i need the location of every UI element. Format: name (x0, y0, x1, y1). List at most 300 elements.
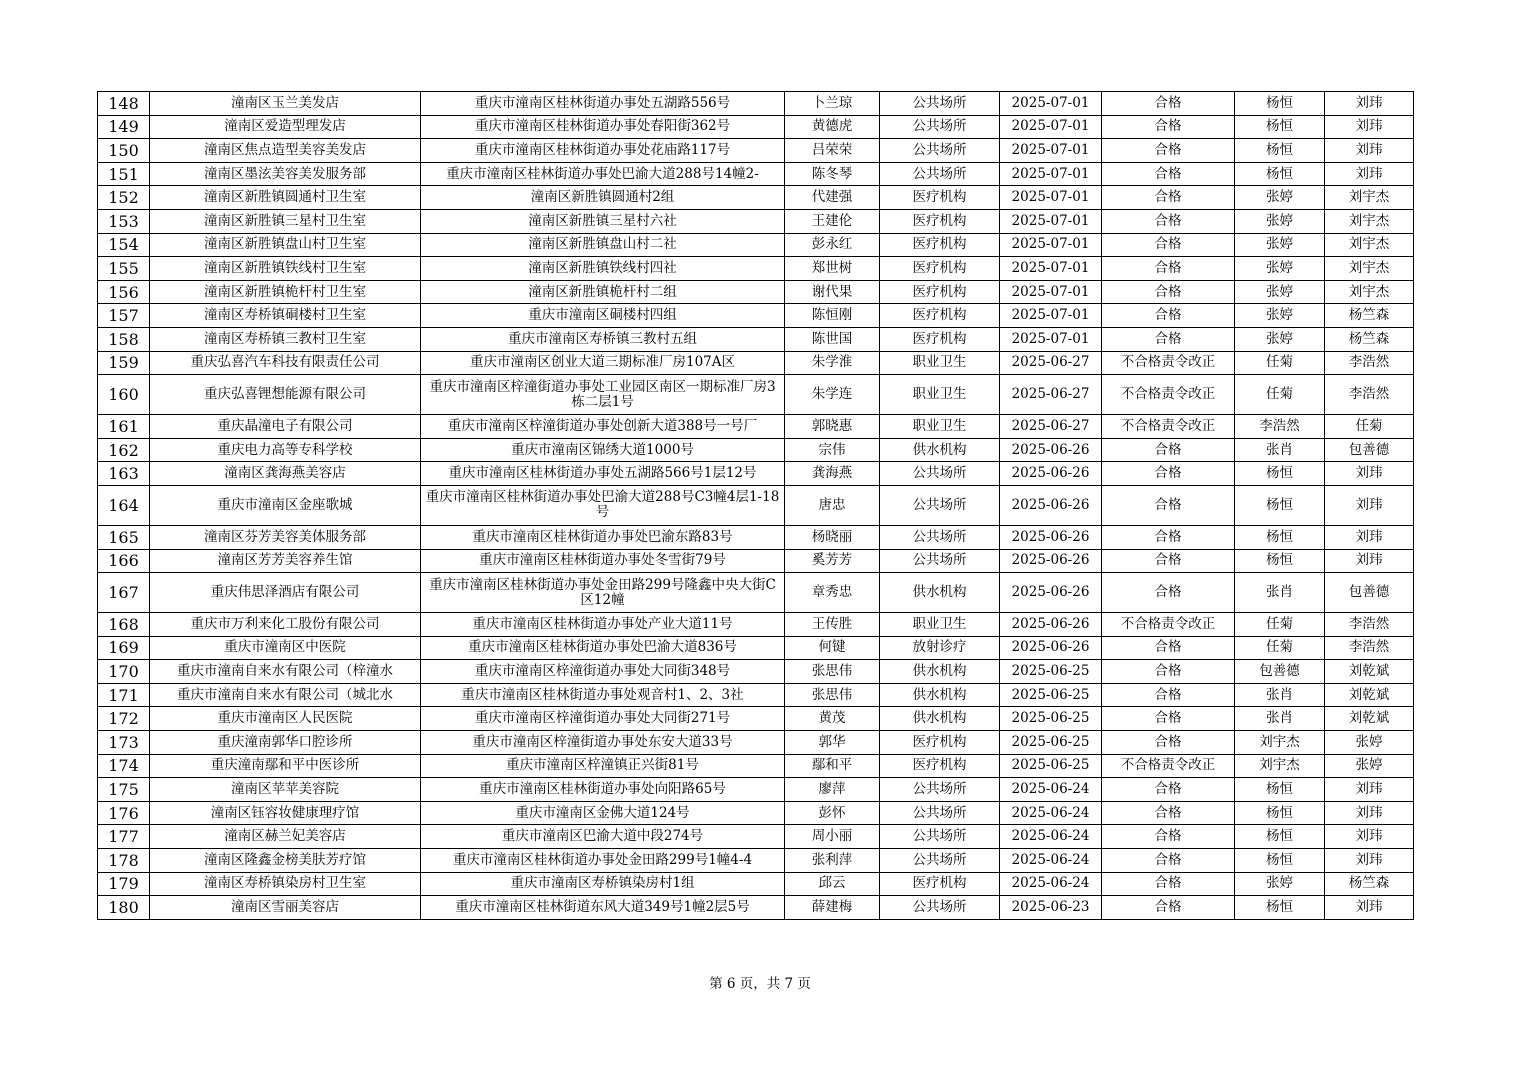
category-cell: 公共场所 (880, 849, 1000, 873)
co-inspector-cell: 李浩然 (1325, 375, 1414, 415)
row-number-cell: 180 (98, 896, 150, 920)
inspector-cell: 杨恒 (1235, 462, 1325, 486)
co-inspector-cell: 李浩然 (1325, 351, 1414, 375)
category-cell: 医疗机构 (880, 209, 1000, 233)
address-cell: 潼南区新胜镇盘山村二社 (421, 233, 785, 257)
address-cell: 重庆市潼南区桂林街道办事处五湖路566号1层12号 (421, 462, 785, 486)
contact-person-cell: 张思伟 (785, 660, 880, 684)
unit-name-cell: 重庆市万利来化工股份有限公司 (150, 613, 421, 637)
co-inspector-cell: 刘宇杰 (1325, 257, 1414, 281)
contact-person-cell: 张利萍 (785, 849, 880, 873)
row-number-cell: 157 (98, 304, 150, 328)
co-inspector-cell: 刘玮 (1325, 801, 1414, 825)
inspector-cell: 杨恒 (1235, 825, 1325, 849)
category-cell: 供水机构 (880, 683, 1000, 707)
address-cell: 重庆市潼南区梓潼街道办事处东安大道33号 (421, 731, 785, 755)
inspector-cell: 杨恒 (1235, 485, 1325, 525)
address-cell: 重庆市潼南区桂林街道办事处巴渝东路83号 (421, 525, 785, 549)
row-number-cell: 162 (98, 438, 150, 462)
inspection-date-cell: 2025-06-26 (1000, 636, 1102, 660)
table-row (98, 304, 1414, 328)
category-cell: 公共场所 (880, 549, 1000, 573)
co-inspector-cell: 刘玮 (1325, 525, 1414, 549)
co-inspector-cell: 张婷 (1325, 731, 1414, 755)
inspection-date-cell: 2025-06-24 (1000, 825, 1102, 849)
result-cell: 不合格责令改正 (1102, 415, 1235, 439)
table-row (98, 613, 1414, 637)
inspection-date-cell: 2025-07-01 (1000, 257, 1102, 281)
result-cell: 合格 (1102, 549, 1235, 573)
inspection-date-cell: 2025-06-24 (1000, 801, 1102, 825)
inspector-cell: 张婷 (1235, 327, 1325, 351)
inspection-date-cell: 2025-07-01 (1000, 92, 1102, 116)
address-cell: 重庆市潼南区桂林街道办事处向阳路65号 (421, 778, 785, 802)
inspector-cell: 杨恒 (1235, 801, 1325, 825)
co-inspector-cell: 任菊 (1325, 415, 1414, 439)
address-cell: 重庆市潼南区锦绣大道1000号 (421, 438, 785, 462)
inspection-date-cell: 2025-06-26 (1000, 525, 1102, 549)
category-cell: 职业卫生 (880, 375, 1000, 415)
address-cell: 重庆市潼南区寿桥镇三教村五组 (421, 327, 785, 351)
unit-name-cell: 潼南区苹苹美容院 (150, 778, 421, 802)
inspection-date-cell: 2025-07-01 (1000, 139, 1102, 163)
category-cell: 公共场所 (880, 896, 1000, 920)
unit-name-cell: 重庆电力高等专科学校 (150, 438, 421, 462)
inspection-date-cell: 2025-07-01 (1000, 186, 1102, 210)
row-number-cell: 170 (98, 660, 150, 684)
unit-name-cell: 潼南区寿桥镇染房村卫生室 (150, 872, 421, 896)
row-number-cell: 166 (98, 549, 150, 573)
table-row (98, 139, 1414, 163)
table-row (98, 92, 1414, 116)
result-cell: 合格 (1102, 139, 1235, 163)
contact-person-cell: 王建伦 (785, 209, 880, 233)
result-cell: 合格 (1102, 801, 1235, 825)
table-row (98, 485, 1414, 525)
address-cell: 潼南区新胜镇三星村六社 (421, 209, 785, 233)
co-inspector-cell: 张婷 (1325, 754, 1414, 778)
co-inspector-cell: 杨竺森 (1325, 872, 1414, 896)
row-number-cell: 169 (98, 636, 150, 660)
contact-person-cell: 黄茂 (785, 707, 880, 731)
address-cell: 重庆市潼南区桂林街道办事处观音村1、2、3社 (421, 683, 785, 707)
inspection-date-cell: 2025-06-24 (1000, 872, 1102, 896)
address-cell: 重庆市潼南区桂林街道办事处花庙路117号 (421, 139, 785, 163)
category-cell: 公共场所 (880, 115, 1000, 139)
unit-name-cell: 潼南区爱造型理发店 (150, 115, 421, 139)
unit-name-cell: 潼南区新胜镇三星村卫生室 (150, 209, 421, 233)
address-cell: 重庆市潼南区梓潼街道办事处大同街271号 (421, 707, 785, 731)
address-cell: 重庆市潼南区桂林街道办事处产业大道11号 (421, 613, 785, 637)
contact-person-cell: 陈冬琴 (785, 162, 880, 186)
co-inspector-cell: 刘玮 (1325, 162, 1414, 186)
unit-name-cell: 重庆弘喜锂想能源有限公司 (150, 375, 421, 415)
inspection-date-cell: 2025-06-26 (1000, 462, 1102, 486)
table-row (98, 778, 1414, 802)
address-cell: 重庆市潼南区桂林街道办事处五湖路556号 (421, 92, 785, 116)
category-cell: 公共场所 (880, 525, 1000, 549)
contact-person-cell: 吕荣荣 (785, 139, 880, 163)
co-inspector-cell: 刘玮 (1325, 849, 1414, 873)
result-cell: 合格 (1102, 872, 1235, 896)
row-number-cell: 161 (98, 415, 150, 439)
row-number-cell: 168 (98, 613, 150, 637)
inspector-cell: 任菊 (1235, 613, 1325, 637)
contact-person-cell: 郑世树 (785, 257, 880, 281)
co-inspector-cell: 李浩然 (1325, 636, 1414, 660)
contact-person-cell: 章秀忠 (785, 573, 880, 613)
result-cell: 合格 (1102, 636, 1235, 660)
address-cell: 重庆市潼南区桂林街道办事处冬雪街79号 (421, 549, 785, 573)
co-inspector-cell: 刘宇杰 (1325, 280, 1414, 304)
unit-name-cell: 重庆市潼南区金座歌城 (150, 485, 421, 525)
row-number-cell: 165 (98, 525, 150, 549)
inspection-date-cell: 2025-07-01 (1000, 162, 1102, 186)
co-inspector-cell: 包善德 (1325, 573, 1414, 613)
category-cell: 公共场所 (880, 801, 1000, 825)
inspector-cell: 张婷 (1235, 280, 1325, 304)
inspector-cell: 张婷 (1235, 186, 1325, 210)
category-cell: 供水机构 (880, 707, 1000, 731)
row-number-cell: 167 (98, 573, 150, 613)
row-number-cell: 177 (98, 825, 150, 849)
co-inspector-cell: 刘宇杰 (1325, 233, 1414, 257)
category-cell: 公共场所 (880, 825, 1000, 849)
table-row (98, 660, 1414, 684)
co-inspector-cell: 刘乾斌 (1325, 707, 1414, 731)
table-row (98, 375, 1414, 415)
co-inspector-cell: 刘玮 (1325, 778, 1414, 802)
address-cell: 潼南区新胜镇桅杆村二组 (421, 280, 785, 304)
result-cell: 合格 (1102, 731, 1235, 755)
table-row (98, 280, 1414, 304)
contact-person-cell: 奚芳芳 (785, 549, 880, 573)
result-cell: 合格 (1102, 304, 1235, 328)
row-number-cell: 159 (98, 351, 150, 375)
inspector-cell: 张婷 (1235, 209, 1325, 233)
unit-name-cell: 潼南区新胜镇桅杆村卫生室 (150, 280, 421, 304)
contact-person-cell: 周小丽 (785, 825, 880, 849)
inspector-cell: 任菊 (1235, 375, 1325, 415)
result-cell: 合格 (1102, 327, 1235, 351)
address-cell: 重庆市潼南区金佛大道124号 (421, 801, 785, 825)
unit-name-cell: 重庆潼南鄢和平中医诊所 (150, 754, 421, 778)
contact-person-cell: 谢代果 (785, 280, 880, 304)
address-cell: 重庆市潼南区硐楼村四组 (421, 304, 785, 328)
inspection-date-cell: 2025-06-25 (1000, 707, 1102, 731)
category-cell: 公共场所 (880, 162, 1000, 186)
result-cell: 合格 (1102, 825, 1235, 849)
category-cell: 医疗机构 (880, 731, 1000, 755)
unit-name-cell: 潼南区寿桥镇硐楼村卫生室 (150, 304, 421, 328)
row-number-cell: 158 (98, 327, 150, 351)
address-cell: 重庆市潼南区巴渝大道中段274号 (421, 825, 785, 849)
unit-name-cell: 潼南区焦点造型美容美发店 (150, 139, 421, 163)
category-cell: 供水机构 (880, 438, 1000, 462)
inspector-cell: 刘宇杰 (1235, 731, 1325, 755)
result-cell: 合格 (1102, 896, 1235, 920)
table-row (98, 186, 1414, 210)
table-row (98, 573, 1414, 613)
category-cell: 职业卫生 (880, 351, 1000, 375)
table-row (98, 351, 1414, 375)
co-inspector-cell: 刘玮 (1325, 549, 1414, 573)
inspection-date-cell: 2025-06-27 (1000, 351, 1102, 375)
unit-name-cell: 潼南区寿桥镇三教村卫生室 (150, 327, 421, 351)
inspector-cell: 杨恒 (1235, 549, 1325, 573)
unit-name-cell: 潼南区新胜镇盘山村卫生室 (150, 233, 421, 257)
inspector-cell: 张肖 (1235, 438, 1325, 462)
inspector-cell: 杨恒 (1235, 139, 1325, 163)
inspection-date-cell: 2025-06-26 (1000, 485, 1102, 525)
contact-person-cell: 郭华 (785, 731, 880, 755)
unit-name-cell: 潼南区隆鑫金榜美肤芳疗馆 (150, 849, 421, 873)
inspector-cell: 任菊 (1235, 351, 1325, 375)
result-cell: 合格 (1102, 162, 1235, 186)
inspector-cell: 张婷 (1235, 872, 1325, 896)
co-inspector-cell: 包善德 (1325, 438, 1414, 462)
unit-name-cell: 潼南区新胜镇铁线村卫生室 (150, 257, 421, 281)
contact-person-cell: 杨晓丽 (785, 525, 880, 549)
result-cell: 合格 (1102, 707, 1235, 731)
co-inspector-cell: 李浩然 (1325, 613, 1414, 637)
table-row (98, 257, 1414, 281)
category-cell: 供水机构 (880, 573, 1000, 613)
contact-person-cell: 彭永红 (785, 233, 880, 257)
unit-name-cell: 重庆潼南郭华口腔诊所 (150, 731, 421, 755)
row-number-cell: 172 (98, 707, 150, 731)
category-cell: 公共场所 (880, 462, 1000, 486)
category-cell: 医疗机构 (880, 280, 1000, 304)
category-cell: 医疗机构 (880, 304, 1000, 328)
co-inspector-cell: 刘玮 (1325, 115, 1414, 139)
address-cell: 重庆市潼南区桂林街道办事处金田路299号隆鑫中央大街C区12幢 (421, 573, 785, 613)
table-row (98, 825, 1414, 849)
address-cell: 重庆市潼南区创业大道三期标准厂房107A区 (421, 351, 785, 375)
co-inspector-cell: 刘玮 (1325, 92, 1414, 116)
result-cell: 不合格责令改正 (1102, 613, 1235, 637)
row-number-cell: 174 (98, 754, 150, 778)
inspection-date-cell: 2025-06-27 (1000, 415, 1102, 439)
co-inspector-cell: 刘玮 (1325, 896, 1414, 920)
row-number-cell: 176 (98, 801, 150, 825)
inspector-cell: 杨恒 (1235, 525, 1325, 549)
inspection-date-cell: 2025-06-23 (1000, 896, 1102, 920)
unit-name-cell: 潼南区芬芳美容美体服务部 (150, 525, 421, 549)
table-row (98, 327, 1414, 351)
unit-name-cell: 潼南区玉兰美发店 (150, 92, 421, 116)
inspection-date-cell: 2025-07-01 (1000, 280, 1102, 304)
row-number-cell: 178 (98, 849, 150, 873)
row-number-cell: 175 (98, 778, 150, 802)
inspection-date-cell: 2025-06-25 (1000, 683, 1102, 707)
inspection-table (97, 91, 1414, 920)
inspection-date-cell: 2025-06-24 (1000, 778, 1102, 802)
page-footer: 第 6 页，共 7 页 (709, 976, 811, 992)
row-number-cell: 160 (98, 375, 150, 415)
inspection-date-cell: 2025-06-26 (1000, 438, 1102, 462)
result-cell: 合格 (1102, 92, 1235, 116)
inspector-cell: 张肖 (1235, 573, 1325, 613)
contact-person-cell: 郭晓惠 (785, 415, 880, 439)
inspection-date-cell: 2025-06-25 (1000, 660, 1102, 684)
contact-person-cell: 陈世国 (785, 327, 880, 351)
table-row (98, 849, 1414, 873)
address-cell: 重庆市潼南区桂林街道办事处巴渝大道288号14幢2- (421, 162, 785, 186)
address-cell: 重庆市潼南区梓潼街道办事处大同街348号 (421, 660, 785, 684)
inspector-cell: 张婷 (1235, 257, 1325, 281)
row-number-cell: 156 (98, 280, 150, 304)
inspector-cell: 杨恒 (1235, 162, 1325, 186)
inspector-cell: 李浩然 (1235, 415, 1325, 439)
result-cell: 不合格责令改正 (1102, 754, 1235, 778)
inspection-date-cell: 2025-06-26 (1000, 573, 1102, 613)
co-inspector-cell: 刘玮 (1325, 139, 1414, 163)
contact-person-cell: 宗伟 (785, 438, 880, 462)
inspector-cell: 张肖 (1235, 707, 1325, 731)
table-row (98, 707, 1414, 731)
co-inspector-cell: 刘乾斌 (1325, 683, 1414, 707)
category-cell: 职业卫生 (880, 415, 1000, 439)
result-cell: 合格 (1102, 186, 1235, 210)
result-cell: 不合格责令改正 (1102, 375, 1235, 415)
row-number-cell: 151 (98, 162, 150, 186)
inspection-date-cell: 2025-06-25 (1000, 731, 1102, 755)
inspector-cell: 刘宇杰 (1235, 754, 1325, 778)
category-cell: 医疗机构 (880, 186, 1000, 210)
table-row (98, 801, 1414, 825)
co-inspector-cell: 刘玮 (1325, 825, 1414, 849)
contact-person-cell: 何键 (785, 636, 880, 660)
contact-person-cell: 朱学淮 (785, 351, 880, 375)
contact-person-cell: 彭怀 (785, 801, 880, 825)
contact-person-cell: 卜兰琼 (785, 92, 880, 116)
co-inspector-cell: 刘玮 (1325, 485, 1414, 525)
table-row (98, 896, 1414, 920)
co-inspector-cell: 杨竺森 (1325, 327, 1414, 351)
table-row (98, 209, 1414, 233)
contact-person-cell: 朱学连 (785, 375, 880, 415)
contact-person-cell: 唐忠 (785, 485, 880, 525)
address-cell: 重庆市潼南区梓潼街道办事处工业园区南区一期标准厂房3栋二层1号 (421, 375, 785, 415)
result-cell: 合格 (1102, 778, 1235, 802)
result-cell: 合格 (1102, 573, 1235, 613)
category-cell: 放射诊疗 (880, 636, 1000, 660)
contact-person-cell: 陈恒刚 (785, 304, 880, 328)
contact-person-cell: 龚海燕 (785, 462, 880, 486)
result-cell: 合格 (1102, 462, 1235, 486)
table-row (98, 754, 1414, 778)
unit-name-cell: 重庆市潼南自来水有限公司（城北水 (150, 683, 421, 707)
row-number-cell: 164 (98, 485, 150, 525)
category-cell: 医疗机构 (880, 327, 1000, 351)
contact-person-cell: 廖萍 (785, 778, 880, 802)
category-cell: 公共场所 (880, 139, 1000, 163)
row-number-cell: 163 (98, 462, 150, 486)
inspector-cell: 杨恒 (1235, 115, 1325, 139)
co-inspector-cell: 刘宇杰 (1325, 186, 1414, 210)
category-cell: 供水机构 (880, 660, 1000, 684)
unit-name-cell: 潼南区钰容妆健康理疗馆 (150, 801, 421, 825)
row-number-cell: 152 (98, 186, 150, 210)
category-cell: 医疗机构 (880, 754, 1000, 778)
unit-name-cell: 重庆晶潼电子有限公司 (150, 415, 421, 439)
contact-person-cell: 薛建梅 (785, 896, 880, 920)
contact-person-cell: 张思伟 (785, 683, 880, 707)
table-row (98, 525, 1414, 549)
inspection-date-cell: 2025-06-24 (1000, 849, 1102, 873)
inspector-cell: 杨恒 (1235, 849, 1325, 873)
row-number-cell: 171 (98, 683, 150, 707)
category-cell: 公共场所 (880, 92, 1000, 116)
unit-name-cell: 重庆市潼南区人民医院 (150, 707, 421, 731)
address-cell: 重庆市潼南区寿桥镇染房村1组 (421, 872, 785, 896)
row-number-cell: 153 (98, 209, 150, 233)
inspection-date-cell: 2025-07-01 (1000, 327, 1102, 351)
contact-person-cell: 代建强 (785, 186, 880, 210)
result-cell: 合格 (1102, 849, 1235, 873)
inspector-cell: 杨恒 (1235, 92, 1325, 116)
table-row (98, 549, 1414, 573)
address-cell: 潼南区新胜镇圆通村2组 (421, 186, 785, 210)
unit-name-cell: 潼南区新胜镇圆通村卫生室 (150, 186, 421, 210)
inspection-date-cell: 2025-06-27 (1000, 375, 1102, 415)
inspector-cell: 杨恒 (1235, 896, 1325, 920)
co-inspector-cell: 杨竺森 (1325, 304, 1414, 328)
inspector-cell: 杨恒 (1235, 778, 1325, 802)
co-inspector-cell: 刘宇杰 (1325, 209, 1414, 233)
result-cell: 合格 (1102, 257, 1235, 281)
category-cell: 公共场所 (880, 778, 1000, 802)
contact-person-cell: 黄德虎 (785, 115, 880, 139)
inspection-date-cell: 2025-07-01 (1000, 233, 1102, 257)
inspector-cell: 张婷 (1235, 304, 1325, 328)
row-number-cell: 150 (98, 139, 150, 163)
address-cell: 重庆市潼南区梓潼镇正兴街81号 (421, 754, 785, 778)
unit-name-cell: 重庆伟思泽酒店有限公司 (150, 573, 421, 613)
address-cell: 重庆市潼南区桂林街道办事处巴渝大道836号 (421, 636, 785, 660)
result-cell: 合格 (1102, 209, 1235, 233)
table-row (98, 415, 1414, 439)
inspector-cell: 包善德 (1235, 660, 1325, 684)
result-cell: 合格 (1102, 660, 1235, 684)
inspection-date-cell: 2025-07-01 (1000, 209, 1102, 233)
row-number-cell: 149 (98, 115, 150, 139)
co-inspector-cell: 刘玮 (1325, 462, 1414, 486)
unit-name-cell: 潼南区雪丽美容店 (150, 896, 421, 920)
row-number-cell: 179 (98, 872, 150, 896)
inspection-date-cell: 2025-06-26 (1000, 549, 1102, 573)
unit-name-cell: 重庆市潼南自来水有限公司（梓潼水 (150, 660, 421, 684)
address-cell: 重庆市潼南区桂林街道办事处金田路299号1幢4-4 (421, 849, 785, 873)
unit-name-cell: 潼南区墨泫美容美发服务部 (150, 162, 421, 186)
row-number-cell: 148 (98, 92, 150, 116)
category-cell: 公共场所 (880, 485, 1000, 525)
result-cell: 不合格责令改正 (1102, 351, 1235, 375)
unit-name-cell: 潼南区龚海燕美容店 (150, 462, 421, 486)
result-cell: 合格 (1102, 438, 1235, 462)
inspection-date-cell: 2025-07-01 (1000, 304, 1102, 328)
address-cell: 潼南区新胜镇铁线村四社 (421, 257, 785, 281)
inspection-date-cell: 2025-06-25 (1000, 754, 1102, 778)
result-cell: 合格 (1102, 115, 1235, 139)
table-row (98, 162, 1414, 186)
table-row (98, 462, 1414, 486)
table-row (98, 683, 1414, 707)
table-row (98, 233, 1414, 257)
result-cell: 合格 (1102, 683, 1235, 707)
address-cell: 重庆市潼南区桂林街道办事处春阳街362号 (421, 115, 785, 139)
